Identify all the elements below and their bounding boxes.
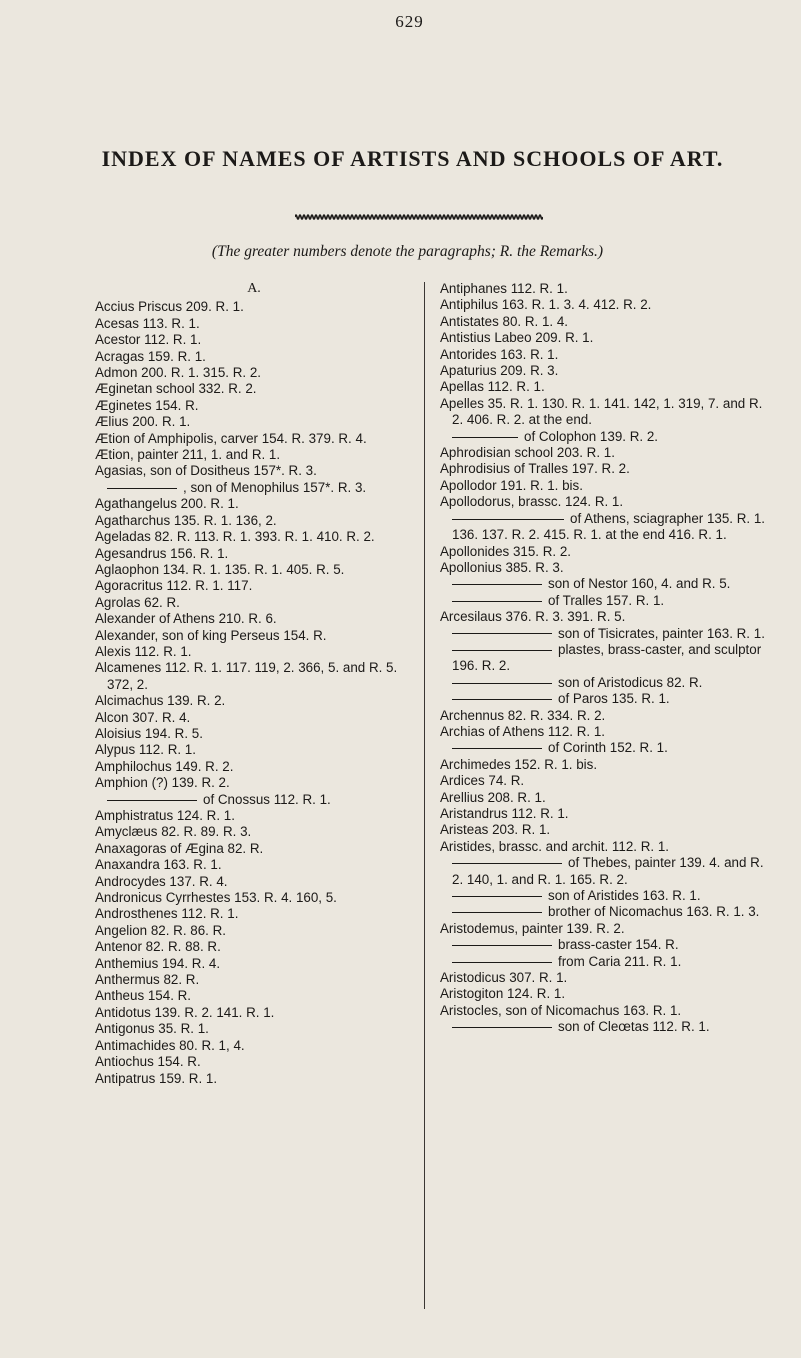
index-entry (440, 691, 773, 707)
index-entry (440, 593, 773, 609)
entry-text: Apollonius 385. R. 3. (440, 559, 564, 575)
index-entry (95, 824, 413, 840)
index-entry (440, 544, 773, 560)
entry-text: Antheus 154. R. (95, 988, 192, 1004)
index-entry (440, 954, 773, 970)
entry-text: Acragas 159. R. 1. (95, 348, 206, 364)
entry-text: Ageladas 82. R. 113. R. 1. 393. R. 1. 410. R. 2. (95, 529, 375, 545)
entry-text: Aristeas 203. R. 1. (440, 822, 551, 838)
entry-text: Apollodor 191. R. 1. bis. (440, 477, 583, 493)
entry-text: Angelion 82. R. 86. R. (95, 922, 227, 938)
entry-text: Androcydes 137. R. 4. (95, 873, 228, 889)
entry-list-right (440, 281, 773, 1036)
index-entry (440, 1019, 773, 1035)
index-entry (440, 609, 773, 625)
entry-text: Antigonus 35. R. 1. (95, 1021, 209, 1037)
index-entry (95, 546, 413, 562)
entry-list-left (95, 299, 413, 1087)
index-entry (95, 693, 413, 709)
index-entry (95, 660, 413, 693)
entry-text: son of Aristides 163. R. 1. (548, 888, 701, 904)
index-entry (95, 332, 413, 348)
index-entry (95, 644, 413, 660)
index-entry (95, 381, 413, 397)
index-entry (440, 511, 773, 544)
index-entry (95, 480, 413, 496)
index-entry (95, 857, 413, 873)
index-entry (440, 904, 773, 920)
entry-text: Antimachides 80. R. 1, 4. (95, 1037, 245, 1053)
index-entry (95, 906, 413, 922)
index-entry (95, 710, 413, 726)
entry-text: Antiochus 154. R. (95, 1054, 201, 1070)
index-entry (95, 726, 413, 742)
entry-text: Antiphilus 163. R. 1. 3. 4. 412. R. 2. (440, 297, 652, 313)
index-entry (440, 757, 773, 773)
index-entry (95, 956, 413, 972)
index-entry (440, 1003, 773, 1019)
entry-text: Ætion of Amphipolis, carver 154. R. 379. R. 4. (95, 430, 367, 446)
entry-text: Antiphanes 112. R. 1. (440, 281, 568, 296)
index-entry (95, 414, 413, 430)
entry-text: Accius Priscus 209. R. 1. (95, 299, 244, 315)
index-entry (440, 724, 773, 740)
ditto-dash (452, 584, 542, 585)
entry-text: brass-caster 154. R. (558, 937, 679, 953)
entry-text: Admon 200. R. 1. 315. R. 2. (95, 365, 261, 381)
entry-text: Alypus 112. R. 1. (95, 742, 196, 758)
page-subtitle: (The greater numbers denote the paragraphs; R. the Remarks.) (211, 243, 604, 260)
index-entry (95, 841, 413, 857)
index-entry (95, 939, 413, 955)
index-entry (440, 314, 773, 330)
index-entry (440, 675, 773, 691)
index-entry (440, 363, 773, 379)
entry-text: Aloisius 194. R. 5. (95, 725, 203, 741)
index-entry (440, 429, 773, 445)
entry-text: Archias of Athens 112. R. 1. (440, 723, 605, 739)
index-entry (440, 576, 773, 592)
index-entry (95, 463, 413, 479)
entry-text: Aglaophon 134. R. 1. 135. R. 1. 405. R. 5. (95, 561, 345, 577)
entry-text: Arcesilaus 376. R. 3. 391. R. 5. (440, 609, 626, 625)
entry-text: Acesas 113. R. 1. (95, 315, 200, 331)
index-entry (440, 839, 773, 855)
entry-text: Alcimachus 139. R. 2. (95, 693, 226, 709)
index-entry (95, 775, 413, 791)
entry-text: Aphrodisian school 203. R. 1. (440, 445, 615, 461)
entry-text: Apollonides 315. R. 2. (440, 543, 572, 559)
entry-text: Antistius Labeo 209. R. 1. (440, 330, 594, 346)
index-entry (95, 759, 413, 775)
index-entry (440, 330, 773, 346)
ditto-dash (452, 1027, 552, 1028)
index-entry (95, 742, 413, 758)
entry-text: Amyclæus 82. R. 89. R. 3. (95, 824, 252, 840)
entry-text: Anthermus 82. R. (95, 972, 200, 988)
index-entry (440, 281, 773, 297)
index-entry (95, 349, 413, 365)
ditto-dash (452, 633, 552, 634)
entry-text: Aphrodisius of Tralles 197. R. 2. (440, 461, 630, 477)
index-entry (95, 792, 413, 808)
entry-text: Aristocles, son of Nicomachus 163. R. 1. (440, 1002, 682, 1018)
page-number: 629 (395, 12, 424, 31)
index-entry (440, 921, 773, 937)
entry-text: Aristandrus 112. R. 1. (440, 806, 569, 821)
index-entry (95, 595, 413, 611)
index-entry (95, 808, 413, 824)
ditto-dash (452, 863, 562, 864)
entry-text: Alexander, son of king Perseus 154. R. (95, 627, 327, 643)
entry-text: Antorides 163. R. 1. (440, 346, 559, 362)
entry-text: from Caria 211. R. 1. (558, 953, 682, 969)
index-entry (440, 642, 773, 675)
index-entry (440, 740, 773, 756)
index-entry (440, 445, 773, 461)
index-entry (95, 890, 413, 906)
entry-text: plastes, brass-caster, and sculptor 196. R. 2. (452, 641, 762, 674)
entry-text: of Thebes, painter 139. 4. and R. 2. 140, 1. and R. 1. 165. R. 2. (452, 855, 764, 887)
index-entry (440, 494, 773, 510)
index-entry (440, 937, 773, 953)
entry-text: Aristodemus, painter 139. R. 2. (440, 920, 625, 936)
entry-text: of Tralles 157. R. 1. (548, 592, 665, 608)
index-entry (95, 578, 413, 594)
ditto-dash (452, 683, 552, 684)
index-entry (95, 299, 413, 315)
entry-text: brother of Nicomachus 163. R. 1. 3. (548, 904, 760, 920)
entry-text: Archimedes 152. R. 1. bis. (440, 756, 598, 772)
entry-text: of Corinth 152. R. 1. (548, 740, 668, 756)
page-title: INDEX OF NAMES OF ARTISTS AND SCHOOLS OF ART. (101, 146, 724, 171)
index-entry (440, 379, 773, 395)
entry-text: Agathangelus 200. R. 1. (95, 496, 239, 512)
index-entry (95, 513, 413, 529)
entry-text: Acestor 112. R. 1. (95, 332, 202, 348)
ditto-dash (452, 912, 542, 913)
entry-text: Apellas 112. R. 1. (440, 379, 545, 395)
entry-text: Antistates 80. R. 1. 4. (440, 313, 569, 329)
index-entry (440, 986, 773, 1002)
index-entry (440, 773, 773, 789)
index-entry (95, 562, 413, 578)
entry-text: Alcamenes 112. R. 1. 117. 119, 2. 366, 5. and R. 5. 372, 2. (95, 660, 398, 692)
index-entry (440, 626, 773, 642)
index-entry (440, 347, 773, 363)
index-entry (440, 806, 773, 822)
entry-text: Apelles 35. R. 1. 130. R. 1. 141. 142, 1. 319, 7. and R. 2. 406. R. 2. at the end. (440, 395, 763, 428)
entry-text: Agoracritus 112. R. 1. 117. (95, 578, 253, 594)
entry-text: Ardices 74. R. (440, 773, 525, 789)
index-entry (440, 888, 773, 904)
entry-text: Antenor 82. R. 88. R. (95, 939, 221, 955)
entry-text: Antipatrus 159. R. 1. (95, 1070, 218, 1086)
entry-text: Antidotus 139. R. 2. 141. R. 1. (95, 1004, 275, 1020)
entry-text: of Paros 135. R. 1. (558, 691, 670, 707)
index-entry (95, 431, 413, 447)
entry-text: Anthemius 194. R. 4. (95, 955, 221, 971)
entry-text: Agasias, son of Dositheus 157*. R. 3. (95, 463, 317, 479)
entry-text: Archennus 82. R. 334. R. 2. (440, 707, 606, 723)
entry-text: Apollodorus, brassc. 124. R. 1. (440, 494, 624, 510)
entry-text: Aristogiton 124. R. 1. (440, 986, 566, 1002)
column-divider (424, 282, 425, 1309)
index-entry (440, 970, 773, 986)
entry-text: Amphilochus 149. R. 2. (95, 758, 234, 774)
index-entry (440, 790, 773, 806)
index-entry (95, 398, 413, 414)
entry-text: Aristodicus 307. R. 1. (440, 970, 568, 986)
index-entry (440, 560, 773, 576)
ditto-dash (452, 962, 552, 963)
entry-text: Arellius 208. R. 1. (440, 789, 546, 805)
index-entry (95, 1021, 413, 1037)
ditto-dash (452, 699, 552, 700)
entry-text: son of Nestor 160, 4. and R. 5. (548, 576, 731, 592)
ditto-dash (452, 945, 552, 946)
entry-text: Amphion (?) 139. R. 2. (95, 775, 230, 791)
entry-text: Aristides, brassc. and archit. 112. R. 1. (440, 838, 669, 854)
entry-text: Androsthenes 112. R. 1. (95, 906, 239, 922)
wavy-rule (295, 213, 543, 221)
entry-text: , son of Menophilus 157*. R. 3. (183, 479, 367, 495)
index-entry (95, 972, 413, 988)
index-entry (95, 611, 413, 627)
index-entry (95, 628, 413, 644)
index-entry (95, 923, 413, 939)
entry-text: Anaxandra 163. R. 1. (95, 857, 222, 873)
ditto-dash (107, 488, 177, 489)
entry-text: Alexis 112. R. 1. (95, 643, 192, 659)
ditto-dash (452, 896, 542, 897)
index-entry (95, 1054, 413, 1070)
entry-text: Agrolas 62. R. (95, 594, 180, 610)
index-entry (440, 822, 773, 838)
index-entry (440, 855, 773, 888)
entry-text: Apaturius 209. R. 3. (440, 363, 559, 379)
index-entry (95, 316, 413, 332)
entry-text: Ætion, painter 211, 1. and R. 1. (95, 447, 281, 463)
entry-text: of Colophon 139. R. 2. (524, 428, 658, 444)
index-entry (95, 447, 413, 463)
entry-text: Agesandrus 156. R. 1. (95, 545, 229, 561)
index-entry (440, 297, 773, 313)
entry-text: son of Cleœtas 112. R. 1. (558, 1019, 710, 1035)
entry-text: Andronicus Cyrrhestes 153. R. 4. 160, 5. (95, 890, 337, 906)
entry-text: of Cnossus 112. R. 1. (203, 791, 331, 807)
entry-text: Agatharchus 135. R. 1. 136, 2. (95, 512, 277, 528)
index-entry (440, 396, 773, 429)
index-entry (95, 1038, 413, 1054)
index-entry (95, 1071, 413, 1087)
entry-text: Ælius 200. R. 1. (95, 414, 191, 430)
entry-text: Alexander of Athens 210. R. 6. (95, 611, 277, 627)
entry-text: Amphistratus 124. R. 1. (95, 808, 235, 823)
entry-text: Æginetan school 332. R. 2. (95, 381, 257, 397)
index-entry (95, 529, 413, 545)
index-entry (95, 365, 413, 381)
entry-text: son of Aristodicus 82. R. (558, 674, 703, 690)
ditto-dash (452, 601, 542, 602)
entry-text: son of Tisicrates, painter 163. R. 1. (558, 625, 765, 641)
index-entry (95, 1005, 413, 1021)
ditto-dash (452, 519, 564, 520)
index-entry (95, 988, 413, 1004)
index-entry (440, 461, 773, 477)
entry-text: Æginetes 154. R. (95, 397, 199, 413)
ditto-dash (452, 748, 542, 749)
ditto-dash (452, 437, 518, 438)
section-letter: A. (247, 281, 261, 296)
index-entry (95, 496, 413, 512)
ditto-dash (452, 650, 552, 651)
index-column-left (95, 281, 413, 1087)
index-entry (440, 708, 773, 724)
ditto-dash (107, 800, 197, 801)
entry-text: of Athens, sciagrapher 135. R. 1. 136. 137. R. 2. 415. R. 1. at the end 416. R. 1. (452, 510, 766, 543)
index-entry (440, 478, 773, 494)
entry-text: Anaxagoras of Ægina 82. R. (95, 840, 264, 856)
entry-text: Alcon 307. R. 4. (95, 709, 191, 725)
index-column-right (440, 281, 773, 1036)
index-entry (95, 874, 413, 890)
